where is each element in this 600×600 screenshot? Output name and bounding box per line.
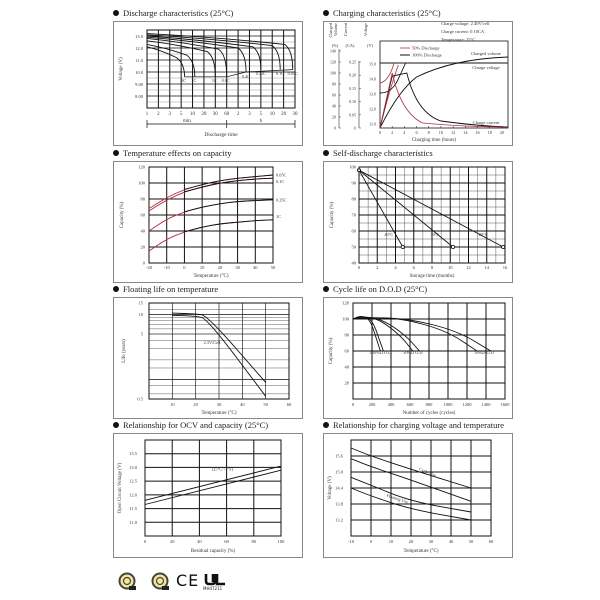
x-tick-label: 40 — [240, 402, 245, 407]
series-label: 40°C — [384, 231, 394, 237]
y-tick-label: 60 — [332, 92, 336, 98]
series-label: Cycle Use — [418, 466, 437, 478]
axis-unit: (V) — [367, 43, 373, 48]
x-axis-label: Number of cycles (cycles) — [402, 411, 456, 416]
x-tick-label: -10 — [163, 265, 170, 270]
discharge-chart — [113, 21, 303, 146]
y-tick-label: 15.6 — [335, 453, 343, 459]
x-tick-label: 1200 — [462, 402, 472, 407]
y-tick-label: 11.0 — [129, 519, 137, 525]
x-axis-label: Storage time (months) — [409, 274, 455, 279]
x-tick-label: 10 — [199, 265, 205, 270]
series-label: 2.3V/Cell — [203, 340, 221, 346]
cyclelife-chart — [323, 297, 513, 419]
series-label: 0.05C — [287, 70, 298, 76]
bullet-icon — [113, 10, 119, 16]
x-tick-label: 6 — [415, 130, 418, 135]
y-tick-label: 15.0 — [335, 469, 343, 475]
y-tick-label: 80 — [351, 196, 356, 202]
series-label: 30°C — [430, 231, 440, 237]
y-tick-label: 12.0 — [129, 492, 137, 498]
x-tick-label: 18 — [487, 130, 492, 135]
x-tick-label: 16 — [502, 265, 508, 270]
x-axis-label: Residual capacity (%) — [190, 549, 236, 554]
y-tick-label: 5 — [140, 331, 143, 337]
selfdischarge-chart — [323, 161, 513, 283]
x-tick-label: 20 — [499, 130, 505, 135]
data-point — [502, 245, 505, 248]
series-label: 1C — [276, 214, 282, 220]
note-text: Temperature: 25°C — [441, 37, 476, 42]
x-tick-label: 4 — [394, 265, 397, 270]
x-tick-label: 20 — [193, 402, 198, 407]
series-line-0.1C-dark — [184, 178, 273, 192]
series-line-1C — [149, 220, 273, 251]
x-tick-label: 10 — [269, 112, 275, 117]
chart-frame — [114, 434, 303, 558]
axis-unit: (%) — [331, 43, 339, 48]
charging-chart — [323, 21, 513, 146]
axis-label: Charged — [328, 23, 333, 38]
y-tick-label: 9.00 — [135, 82, 143, 87]
bullet-icon — [323, 422, 329, 428]
ce-mark: CE — [176, 571, 200, 590]
certification-seal-icon — [151, 572, 171, 592]
chart-frame — [324, 298, 513, 419]
y-tick-label: 11.5 — [129, 506, 137, 512]
temperature-chart — [113, 161, 303, 283]
data-point — [358, 169, 361, 172]
x-tick-label: 200 — [368, 402, 376, 407]
y-tick-label: 0.15 — [349, 85, 356, 91]
y-tick-label: 15.0 — [369, 61, 376, 67]
series-label: 30%D.O.D — [474, 350, 494, 356]
y-tick-label: 13.2 — [335, 517, 343, 523]
axis-label: Current — [343, 23, 348, 37]
x-tick-label: 20 — [169, 539, 175, 544]
floating-chart — [113, 297, 303, 419]
x-axis-label: Temperature (°C) — [201, 411, 237, 416]
y-tick-label: 0.25 — [349, 59, 356, 65]
annotation: Charged volume — [471, 51, 501, 56]
ul-logo-icon — [203, 572, 227, 586]
x-tick-label: 60 — [224, 112, 230, 117]
x-tick-label: 100 — [277, 539, 285, 544]
series-label: 50%D.O.D — [403, 350, 423, 356]
x-tick-label: 0 — [378, 130, 382, 135]
bullet-icon — [113, 422, 119, 428]
x-tick-label: 14 — [484, 265, 489, 270]
axis-unit: (CA) — [345, 43, 355, 48]
y-tick-label: 13.0 — [129, 464, 137, 470]
y-tick-label: 13.8 — [335, 501, 343, 507]
chart-title: Charging characteristics (25°C) — [333, 8, 441, 18]
y-tick-label: 80 — [140, 196, 145, 202]
x-tick-label: 1400 — [481, 402, 491, 407]
y-tick-label: 20 — [140, 244, 145, 250]
bullet-icon — [323, 10, 329, 16]
series-label: 0.1C — [276, 70, 285, 76]
y-tick-label: 0 — [354, 125, 356, 131]
series-line-50%D.O.D-b — [353, 317, 413, 351]
x-axis-label: Charging time (hours) — [411, 138, 457, 143]
series-label: 0.05C — [276, 172, 287, 178]
x-tick-label: 20 — [281, 112, 287, 117]
x-tick-label: 20 — [201, 112, 207, 117]
x-tick-label: 1000 — [443, 402, 453, 407]
x-tick-label: 2 — [391, 130, 394, 135]
x-tick-label: 8 — [427, 130, 430, 135]
series-label: 0.4C — [242, 73, 251, 79]
series-label: 100%D.O.D — [369, 350, 392, 356]
x-tick-label: 40 — [448, 539, 454, 544]
y-tick-label: 80 — [332, 81, 336, 87]
x-tick-label: -10 — [348, 539, 354, 544]
y-tick-label: 0.10 — [349, 99, 356, 105]
y-tick-label: 80 — [344, 332, 349, 338]
x-tick-label: 2 — [376, 265, 379, 270]
x-tick-label: 1 — [145, 112, 149, 117]
y-tick-label: 12.0 — [369, 106, 376, 112]
y-axis-label: Life (years) — [122, 339, 127, 363]
x-tick-label: 0 — [183, 265, 186, 270]
x-axis-label: Discharge time — [204, 132, 238, 138]
chart-title: Self-discharge characteristics — [333, 148, 433, 158]
x-tick-label: 6 — [412, 265, 415, 270]
x-tick-label: 5 — [259, 112, 263, 117]
x-tick-label: 20 — [408, 539, 414, 544]
x-tick-label: 10 — [438, 130, 444, 135]
x-tick-label: 400 — [387, 402, 395, 407]
x-tick-label: 5 — [179, 112, 183, 117]
legend-label: 100% Discharge — [412, 52, 442, 58]
series-label: 0.25C — [255, 70, 266, 76]
x-tick-label: 10 — [388, 539, 394, 544]
chart-title: Cycle life on D.O.D (25°C) — [333, 284, 428, 294]
y-tick-label: 8.00 — [135, 94, 143, 99]
x-tick-label: 20 — [217, 265, 223, 270]
y-tick-label: 50 — [351, 244, 356, 250]
bullet-icon — [323, 150, 329, 156]
y-tick-label: 11.0 — [369, 121, 376, 127]
y-tick-label: 12.0 — [135, 46, 143, 51]
y-tick-label: 60 — [140, 212, 145, 218]
x-tick-label: 50 — [263, 402, 268, 407]
chart-title: Floating life on temperature — [123, 284, 219, 294]
bullet-icon — [323, 286, 329, 292]
x-tick-label: 30 — [292, 112, 298, 117]
x-tick-label: 10 — [190, 112, 196, 117]
y-tick-label: 14.4 — [335, 485, 343, 491]
y-tick-label: 10.0 — [135, 70, 143, 75]
y-tick-label: 0.5 — [137, 396, 143, 402]
note-text: Charge voltage: 2.40V/cell — [441, 21, 490, 26]
legend-label: 50% Discharge — [412, 45, 440, 51]
x-tick-label: 30 — [235, 265, 240, 270]
y-tick-label: 100 — [349, 164, 356, 170]
y-tick-label: 13.0 — [369, 91, 376, 97]
series-label: 0.25C — [276, 197, 287, 203]
x-tick-label: 800 — [425, 402, 433, 407]
ul-number: MH47211 — [203, 586, 223, 591]
chart-title: Discharge characteristics (25°C) — [123, 8, 234, 18]
y-tick-label: 14.0 — [369, 76, 376, 82]
x-tick-label: 2 — [236, 112, 240, 117]
x-tick-label: 60 — [286, 402, 292, 407]
y-axis-label: Voltage (V) — [328, 476, 333, 500]
data-point — [401, 245, 404, 248]
series-label: Floating Use — [386, 492, 409, 505]
series-label: (25°C/77°F) — [211, 466, 234, 472]
x-tick-label: 4 — [403, 130, 406, 135]
x-tick-label: 14 — [463, 130, 468, 135]
y-tick-label: 100 — [342, 316, 349, 322]
axis-label: Voltage — [363, 23, 368, 37]
x-tick-label: 30 — [216, 402, 222, 407]
y-axis-label: Capacity (%) — [120, 201, 125, 229]
axis-label: Volume — [333, 23, 338, 37]
x-tick-label: 600 — [406, 402, 414, 407]
y-tick-label: 140 — [330, 48, 336, 54]
y-tick-label: 12.5 — [129, 478, 137, 484]
x-tick-label: 0 — [351, 402, 355, 407]
y-tick-label: 0.05 — [349, 112, 356, 118]
y-tick-label: 40 — [140, 228, 145, 234]
x-tick-label: 12 — [466, 265, 471, 270]
y-tick-label: 120 — [342, 300, 349, 306]
y-tick-label: 40 — [344, 364, 349, 370]
x-axis-label: Temperature (°C) — [403, 549, 439, 554]
y-tick-label: 120 — [330, 59, 336, 65]
y-tick-label: 0 — [334, 125, 336, 131]
charged-volume-50 — [380, 65, 398, 128]
y-tick-label: 13.5 — [129, 451, 137, 457]
y-tick-label: 60 — [351, 228, 356, 234]
series-label: 1C — [211, 78, 217, 83]
series-line-lower — [145, 470, 281, 504]
y-tick-label: 40 — [351, 260, 356, 266]
x-tick-label: 2 — [157, 112, 160, 117]
ocv-chart — [113, 433, 303, 558]
x-tick-label: 3 — [248, 112, 251, 117]
x-tick-label: 40 — [197, 539, 202, 544]
x-tick-label: 80 — [251, 539, 257, 544]
annotation: Charge voltage — [472, 65, 500, 70]
note-text: Charge current: 0.10CA — [441, 29, 485, 34]
y-tick-label: 20 — [332, 114, 336, 120]
data-point — [451, 245, 454, 248]
y-axis-label: Capacity (%) — [329, 337, 334, 365]
y-axis-label: Open Circuit Voltage (V) — [118, 462, 123, 514]
y-axis-label: Capacity (%) — [330, 201, 335, 229]
x-tick-label: 12 — [450, 130, 456, 135]
x-tick-label: 8 — [430, 265, 434, 270]
annotation: Charge current — [472, 120, 500, 125]
y-tick-label: 100 — [138, 180, 145, 186]
y-tick-label: 60 — [344, 348, 349, 354]
x-unit-label: min — [182, 119, 191, 124]
chart-title: Temperature effects on capacity — [123, 148, 232, 158]
y-tick-label: 0 — [142, 260, 145, 266]
x-tick-label: 30 — [428, 539, 434, 544]
x-tick-label: 40 — [253, 265, 258, 270]
x-tick-label: 10 — [170, 402, 175, 407]
x-unit-label: h — [259, 119, 263, 124]
series-line-0.25C-dark — [184, 200, 273, 212]
x-tick-label: 16 — [475, 130, 480, 135]
series-label: 2C — [191, 78, 197, 83]
series-label: 0.6C — [221, 78, 230, 83]
bullet-icon — [113, 286, 119, 292]
y-tick-label: 11.0 — [135, 58, 143, 63]
x-tick-label: 1600 — [500, 402, 510, 407]
y-tick-label: 10 — [138, 311, 143, 317]
y-tick-label: 0.20 — [349, 72, 356, 78]
chart-title: Relationship for OCV and capacity (25°C) — [123, 420, 269, 430]
x-tick-label: 0 — [357, 265, 361, 270]
x-tick-label: 60 — [224, 539, 229, 544]
y-axis-label: Voltage (V) — [119, 57, 124, 81]
x-tick-label: 50 — [468, 539, 474, 544]
x-tick-label: 0 — [143, 539, 147, 544]
y-tick-label: 15 — [138, 300, 143, 306]
x-tick-label: 3 — [168, 112, 172, 117]
series-line-1C-dark — [184, 220, 273, 232]
chargevoltage-chart — [323, 433, 513, 558]
y-tick-label: 70 — [351, 212, 356, 218]
y-tick-label: 120 — [138, 164, 145, 170]
series-label: 20°C — [478, 231, 488, 237]
x-tick-label: -20 — [146, 265, 152, 270]
x-tick-label: 50 — [270, 265, 276, 270]
y-tick-label: 20 — [344, 380, 349, 386]
y-tick-label: 13.0 — [135, 34, 143, 39]
bullet-icon — [113, 150, 119, 156]
y-tick-label: 90 — [351, 180, 356, 186]
x-tick-label: 10 — [448, 265, 453, 270]
certification-seal-icon — [118, 572, 138, 592]
x-tick-label: 0 — [369, 539, 373, 544]
series-label: 3C — [181, 78, 187, 83]
x-axis-label: Temperature (°C) — [193, 274, 229, 279]
series-line-0.05C — [149, 175, 273, 209]
x-tick-label: 60 — [488, 539, 494, 544]
series-label: 0.1C — [276, 178, 285, 184]
y-tick-label: 100 — [330, 70, 336, 76]
plot-area — [145, 440, 281, 536]
series-line-100%D.O.D-b — [353, 317, 380, 351]
x-tick-label: 30 — [212, 112, 218, 117]
chart-title: Relationship for charging voltage and temperature — [333, 420, 504, 430]
y-tick-label: 40 — [332, 103, 336, 109]
